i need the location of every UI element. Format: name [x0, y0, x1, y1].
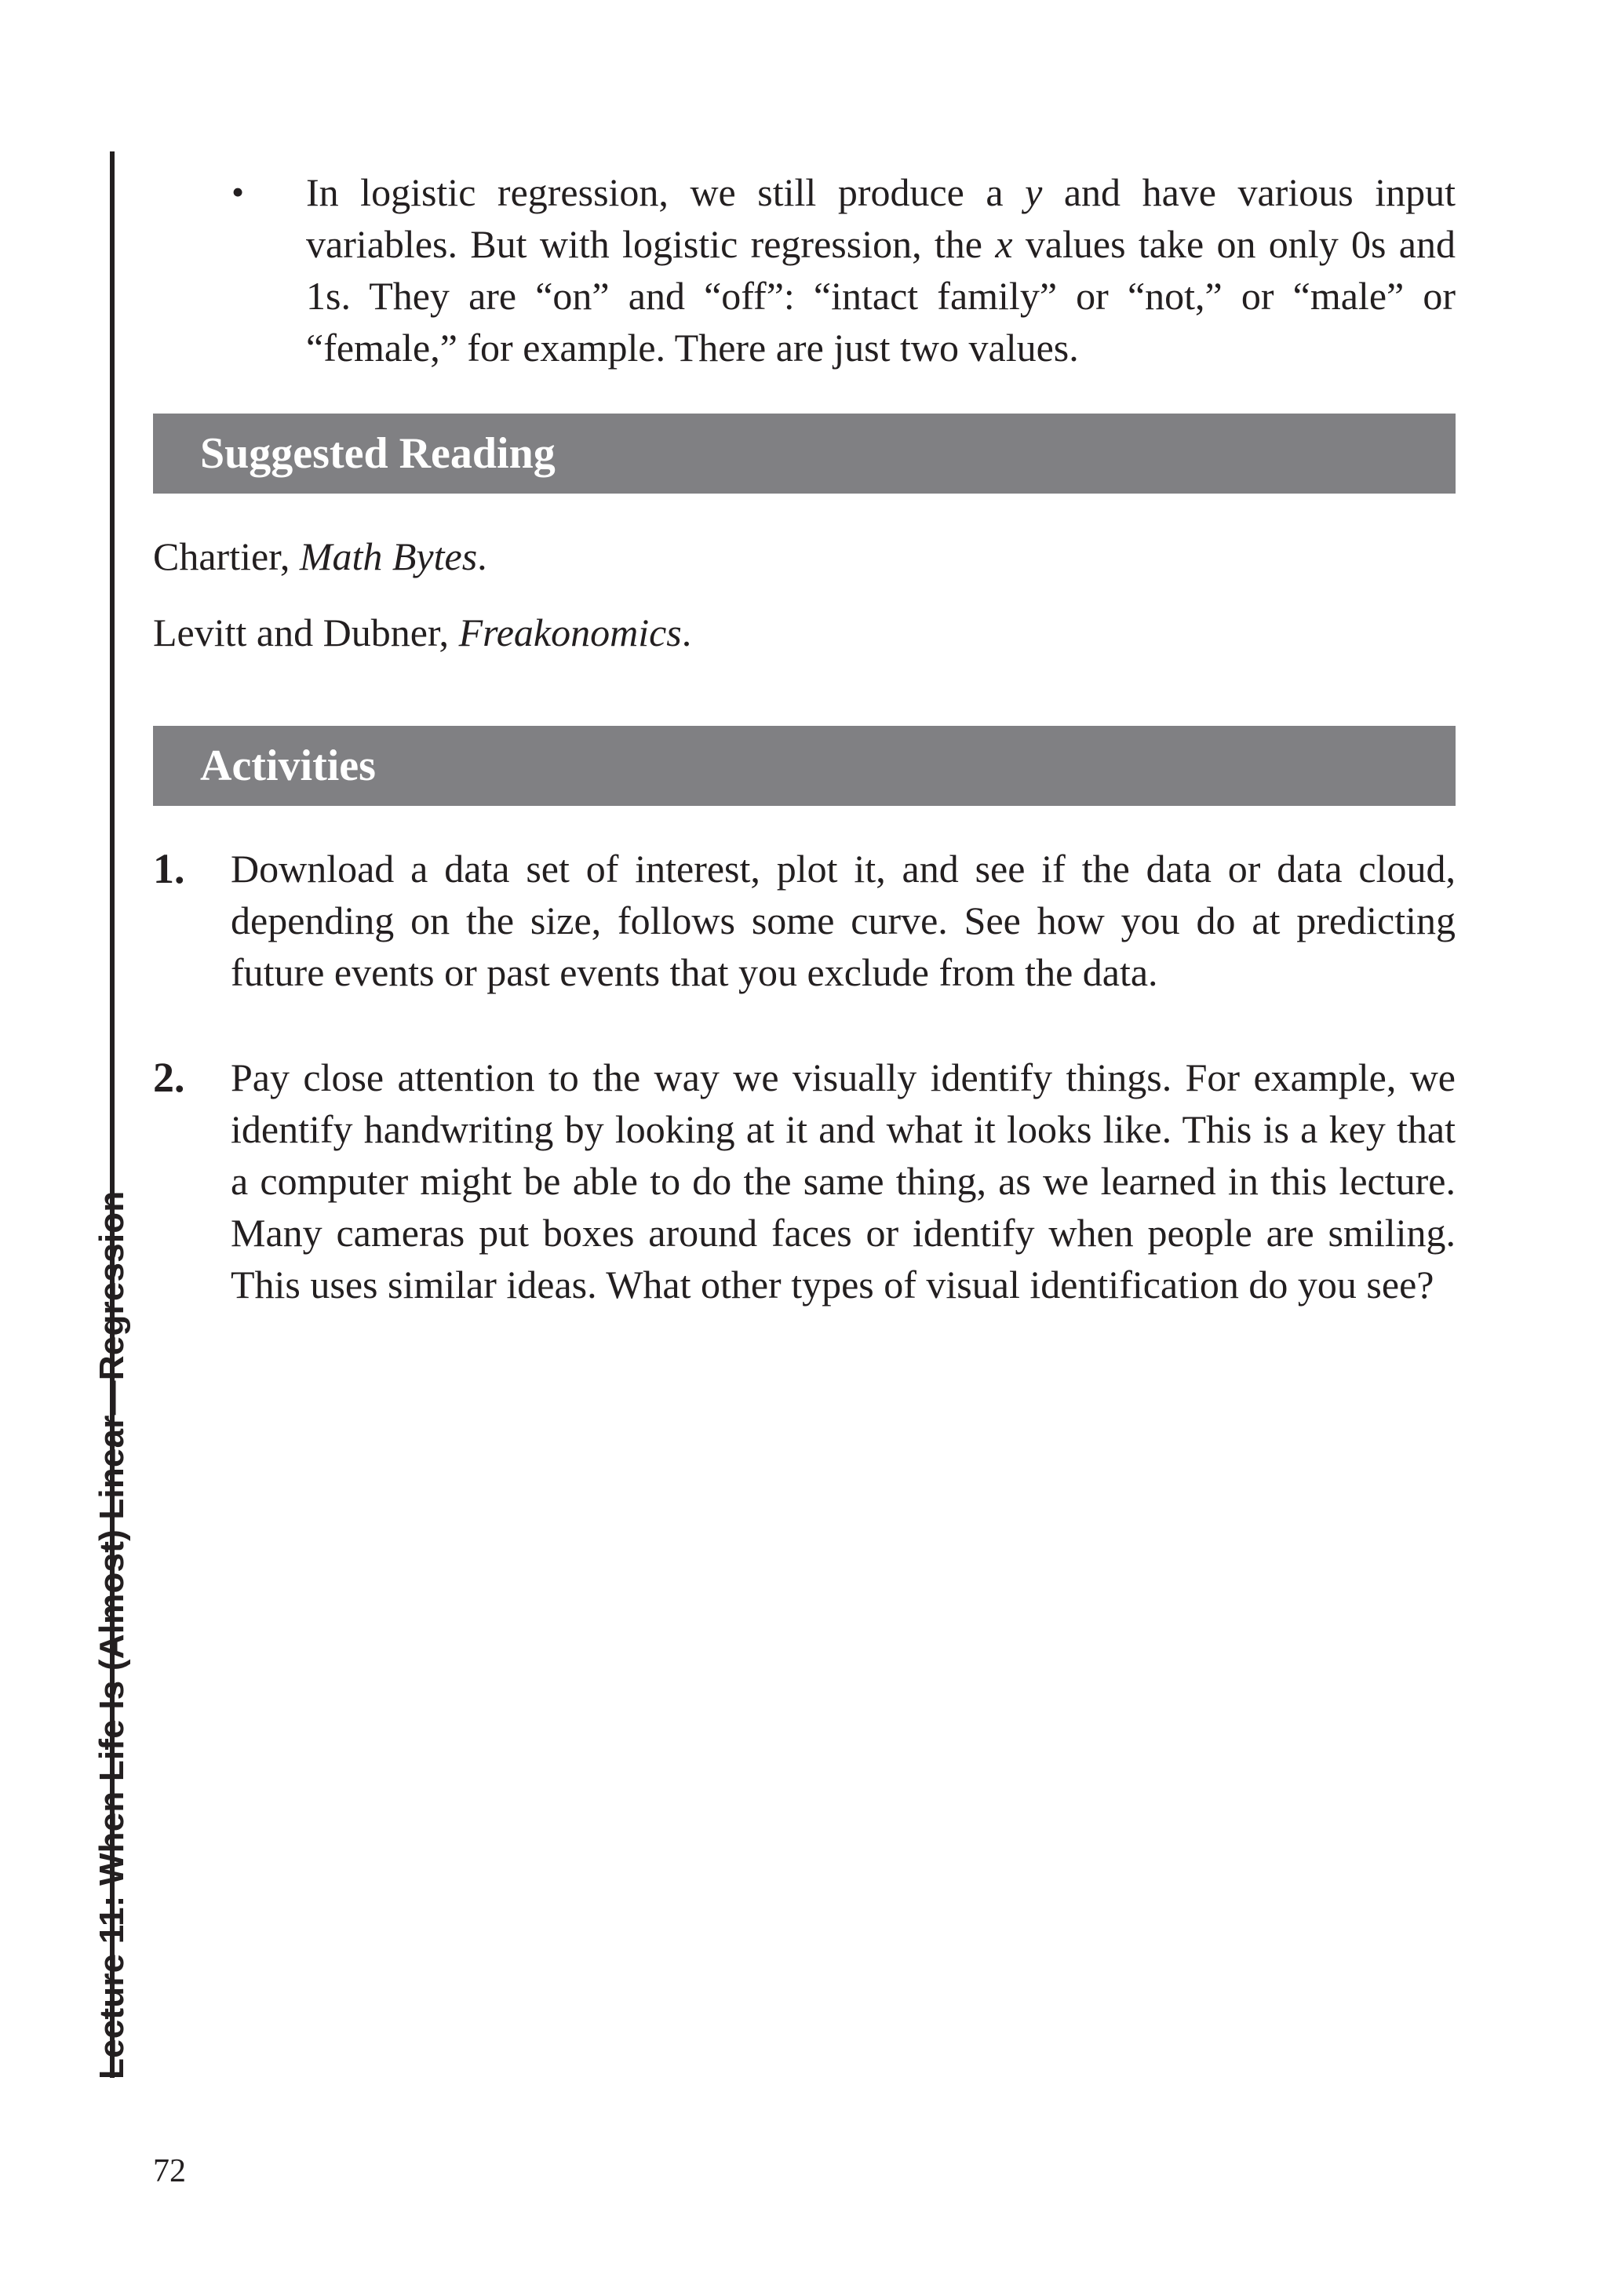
activity-number: 1. [153, 845, 185, 892]
reading-item: Chartier, Math Bytes. [153, 534, 487, 578]
suggested-reading-heading: Suggested Reading [153, 414, 1456, 494]
activity-number: 2. [153, 1054, 185, 1101]
activity-text: Download a data set of interest, plot it, and see if the data or data cloud, depending on the size, follows some curve. See how you do at predicting future events or past events that you exclude from the data. [231, 847, 1456, 994]
page-number: 72 [153, 2153, 186, 2189]
bullet-text: In logistic regression, we still produce a y and have various input variables. But with logistic regression, the x values take on only 0s and 1s. They are “on” and “off”: “intact family” or “not,” or “male” or “female,” for example. There are just two values. [306, 170, 1456, 370]
reading-item: Levitt and Dubner, Freakonomics. [153, 610, 692, 654]
running-title: Lecture 11: When Life Is (Almost) Linear—Regression [93, 1190, 131, 2079]
activity-text: Pay close attention to the way we visually identify things. For example, we identify handwriting by looking at it and what it looks like. This is a key that a computer might be able to do the same thing, as we learned in this lecture. Many cameras put boxes around faces or identify when people are smiling. This uses similar ideas. What other types of visual identification do you see? [231, 1055, 1456, 1307]
activities-heading: Activities [153, 726, 1456, 806]
bullet-icon: • [231, 172, 245, 212]
